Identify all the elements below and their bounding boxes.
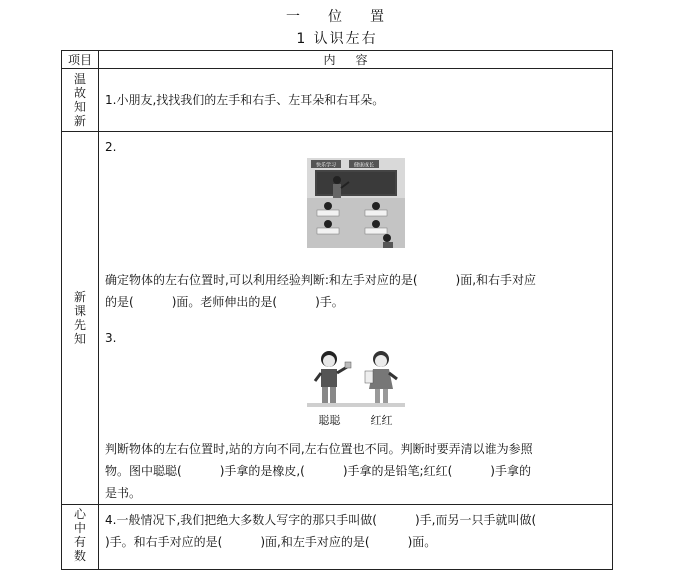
- text-segment: )面。老师伸出的是(: [171, 295, 278, 309]
- text-segment: )面。: [407, 535, 437, 549]
- question-2-line-2: [105, 291, 606, 313]
- board-text-right: 健康成长: [353, 162, 374, 169]
- children-image: [307, 349, 405, 407]
- unit-title: [0, 6, 674, 26]
- children-labels: [105, 414, 606, 428]
- text-segment: )手拿的是铅笔;红红(: [342, 464, 453, 478]
- row-content-review: [99, 69, 613, 132]
- text-segment: 4.一般情况下,我们把绝大多数人写字的那只手叫做(: [105, 513, 377, 527]
- unit-title-char: 位: [328, 9, 346, 25]
- text-segment: )手。: [315, 295, 344, 309]
- label-char: 知: [73, 332, 86, 346]
- row-content-summary: [99, 505, 613, 570]
- header-content: 内容: [99, 51, 613, 69]
- question-2-line-1: [105, 269, 606, 291]
- label-char: 新: [73, 290, 86, 304]
- label-char: 知: [73, 100, 86, 114]
- label-char: 故: [73, 86, 86, 100]
- label-char: 温: [73, 72, 86, 86]
- worksheet-table: [61, 50, 613, 570]
- label-char: 心: [73, 507, 86, 521]
- table-header-row: [62, 51, 613, 69]
- board-text-left: 快乐学习: [315, 162, 336, 169]
- row-label-review: [62, 69, 99, 132]
- row-label-summary: [62, 505, 99, 570]
- text-segment: 物。图中聪聪(: [105, 464, 182, 478]
- text-segment: 的是(: [105, 295, 134, 309]
- table-row-review: [62, 69, 613, 132]
- lesson-title: 1 认识左右: [296, 31, 378, 47]
- label-char: 中: [73, 521, 86, 535]
- text-segment: )手拿的: [490, 464, 531, 478]
- label-char: 新: [73, 114, 86, 128]
- label-char: 先: [73, 318, 86, 332]
- label-char: 有: [73, 535, 86, 549]
- table-row-summary: [62, 505, 613, 570]
- question-3-number: 3.: [105, 331, 117, 345]
- text-segment: )手拿的是橡皮,(: [219, 464, 305, 478]
- unit-title-char: 一: [286, 9, 304, 25]
- row-content-preview: [99, 132, 613, 505]
- children-illustration: [105, 349, 606, 428]
- question-4-line-2: [105, 531, 606, 553]
- question-4-line-1: [105, 509, 606, 531]
- table-row-preview: [62, 132, 613, 505]
- question-3-line-2: [105, 460, 606, 482]
- label-char: 课: [73, 304, 86, 318]
- unit-title-char: 置: [370, 9, 388, 25]
- text-segment: )面,和左手对应的是(: [260, 535, 370, 549]
- question-3-line-1: 判断物体的左右位置时,站的方向不同,左右位置也不同。判断时要弄清以谁为参照: [105, 442, 533, 456]
- text-segment: )手,而另一只手就叫做(: [414, 513, 537, 527]
- question-3-line-3: 是书。: [105, 486, 142, 500]
- row-label-preview: [62, 132, 99, 505]
- classroom-image: [307, 158, 405, 248]
- question-2-number: 2.: [105, 140, 117, 154]
- classroom-illustration: [105, 158, 606, 255]
- question-1: 1.小朋友,找找我们的左手和右手、左耳朵和右耳朵。: [105, 93, 385, 107]
- text-segment: )手。和右手对应的是(: [105, 535, 223, 549]
- header-item: 项目: [62, 51, 99, 69]
- label-char: 数: [73, 549, 86, 563]
- text-segment: 确定物体的左右位置时,可以利用经验判断:和左手对应的是(: [105, 273, 418, 287]
- text-segment: )面,和右手对应: [455, 273, 537, 287]
- label-honghong: 红红: [370, 414, 393, 427]
- label-congcong: 聪聪: [318, 414, 341, 427]
